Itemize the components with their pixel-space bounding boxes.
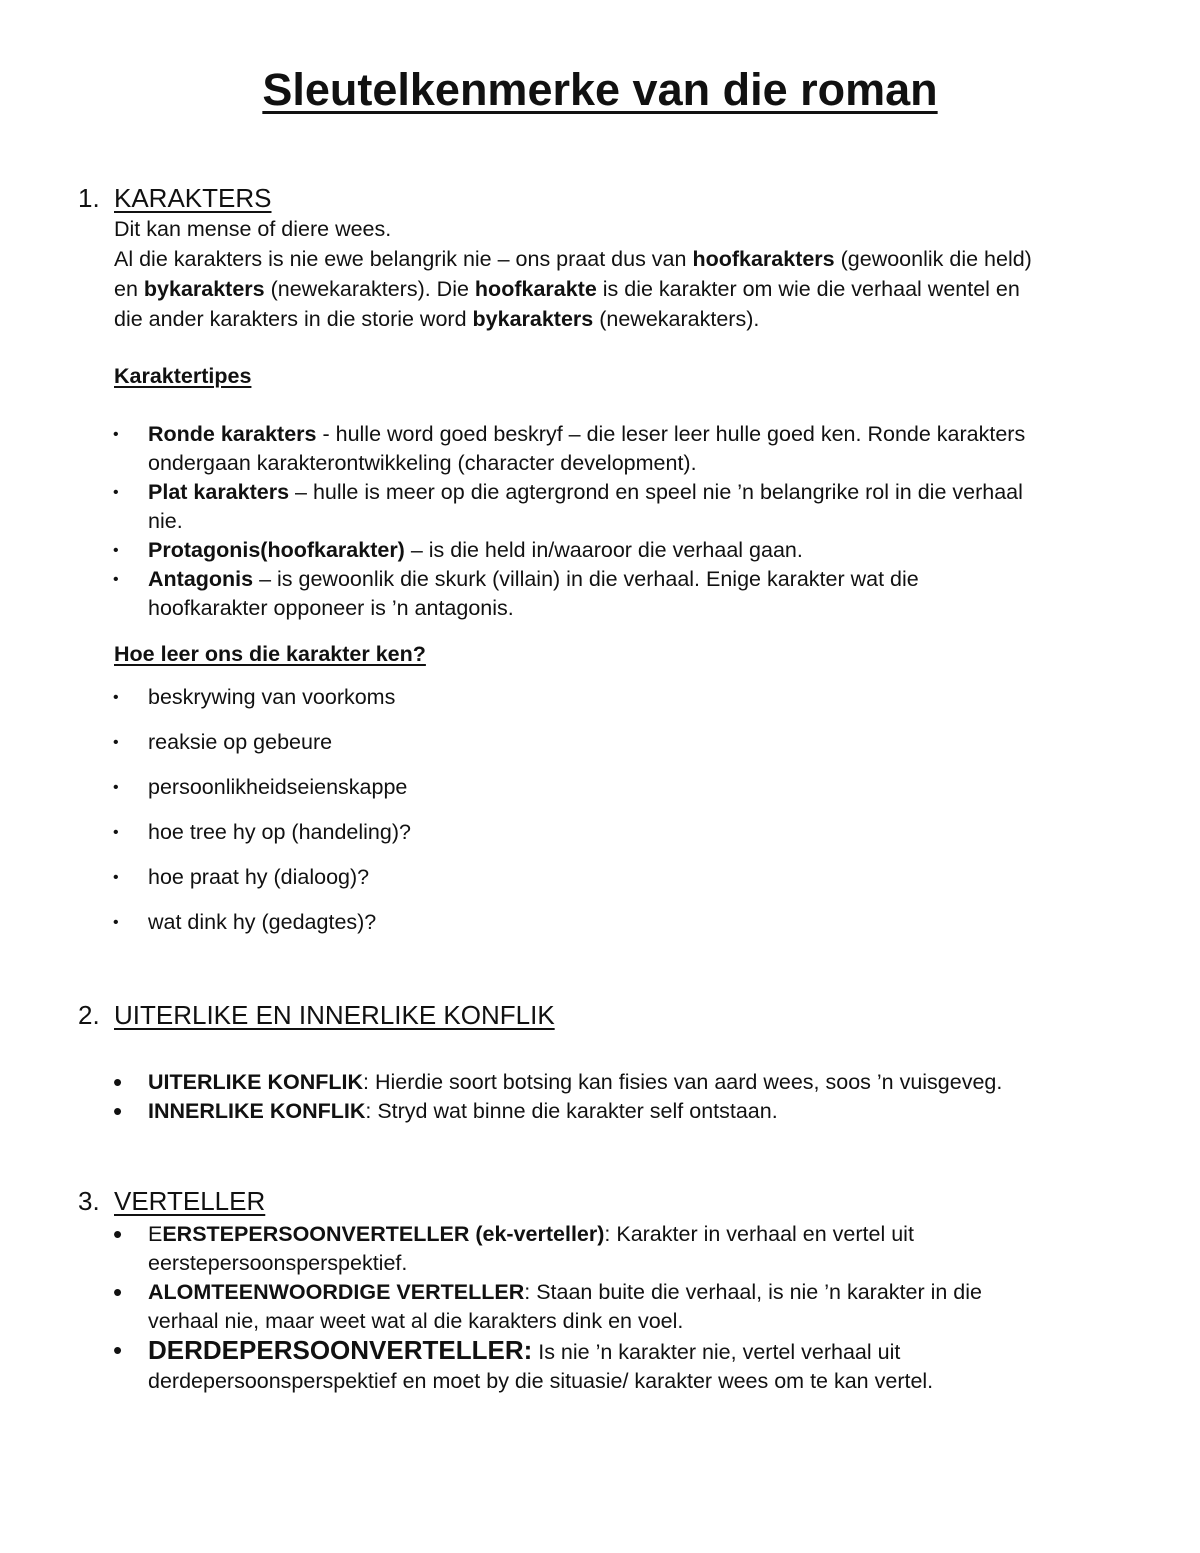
list-item: • Antagonis – is gewoonlik die skurk (villain) in die verhaal. Enige karakter wat die hoofkarakter opponeer is ’n antagonis. <box>113 567 919 620</box>
verteller-list <box>0 1220 1200 1396</box>
subheading-karaktertipes: Karaktertipes <box>114 364 252 388</box>
hoe-leer-list <box>0 683 1200 937</box>
konflik-list <box>0 1068 1200 1126</box>
bullet-icon: • <box>113 779 119 796</box>
karaktertipes-list <box>0 420 1200 623</box>
section-title: VERTELLER <box>114 1186 266 1216</box>
bullet-icon: • <box>113 734 119 751</box>
bullet-icon: • <box>113 914 119 931</box>
list-item: • wat dink hy (gedagtes)? <box>0 908 1028 937</box>
list-item: • beskrywing van voorkoms <box>0 683 1028 712</box>
section-title: KARAKTERS <box>114 183 272 213</box>
bullet-icon: • <box>113 571 119 588</box>
list-item: • ALOMTEENWOORDIGE VERTELLER: Staan buite die verhaal, is nie ’n karakter in die verhaal nie, maar weet wat al die karakters dink en voel. <box>113 1277 982 1333</box>
list-item: • EERSTEPERSOONVERTELLER (ek-verteller): Karakter in verhaal en vertel uit eerstepersoonsperspektief. <box>113 1219 914 1275</box>
bullet-icon: • <box>113 484 119 501</box>
bullet-icon: • <box>113 689 119 706</box>
list-item: • DERDEPERSOONVERTELLER: Is nie ’n karakter nie, vertel verhaal uit derdepersoonsperspektief en moet by die situasie/ karakter wees om te kan vertel. <box>113 1335 934 1393</box>
section-number: 3. <box>78 1186 100 1216</box>
subheading-hoe-leer: Hoe leer ons die karakter ken? <box>114 642 426 666</box>
list-item: • Plat karakters – hulle is meer op die agtergrond en speel nie ’n belangrike rol in die verhaal nie. <box>113 480 1023 533</box>
intro-paragraph: Al die karakters is nie ewe belangrik nie – ons praat dus van hoofkarakters (gewoonlik die held) en bykarakters (newekarakters). Die hoofkarakte is die karakter om wie die verhaal wentel en die ander karakters in die storie word bykarakters (newekarakters). <box>114 247 1032 331</box>
list-item: • INNERLIKE KONFLIK: Stryd wat binne die karakter self ontstaan. <box>113 1096 778 1126</box>
bullet-icon: • <box>113 1277 123 1307</box>
section-title: UITERLIKE EN INNERLIKE KONFLIK <box>114 1000 555 1030</box>
bullet-icon: • <box>113 542 119 559</box>
list-item: • UITERLIKE KONFLIK: Hierdie soort botsing kan fisies van aard wees, soos ’n vuisgeveg. <box>113 1067 1003 1097</box>
karakters-intro <box>114 214 1044 334</box>
bullet-icon: • <box>113 1219 123 1249</box>
intro-line: Dit kan mense of diere wees. <box>114 217 392 241</box>
section-number: 1. <box>78 183 100 213</box>
list-item: • Protagonis(hoofkarakter) – is die held in/waaroor die verhaal gaan. <box>0 536 1028 565</box>
bullet-icon: • <box>113 869 119 886</box>
bullet-icon: • <box>113 1067 123 1097</box>
bullet-icon: • <box>113 426 119 443</box>
list-item: • Ronde karakters - hulle word goed beskryf – die leser leer hulle goed ken. Ronde karakters ondergaan karakterontwikkeling (character development). <box>113 422 1026 475</box>
bullet-icon: • <box>113 824 119 841</box>
page-title: Sleutelkenmerke van die roman <box>262 64 938 115</box>
list-item: • hoe tree hy op (handeling)? <box>0 818 1028 847</box>
section-number: 2. <box>78 1000 100 1030</box>
list-item: • persoonlikheidseienskappe <box>0 773 1028 802</box>
list-item: • hoe praat hy (dialoog)? <box>0 863 1028 892</box>
list-item: • reaksie op gebeure <box>0 728 1028 757</box>
bullet-icon: • <box>113 1335 123 1365</box>
bullet-icon: • <box>113 1096 123 1126</box>
